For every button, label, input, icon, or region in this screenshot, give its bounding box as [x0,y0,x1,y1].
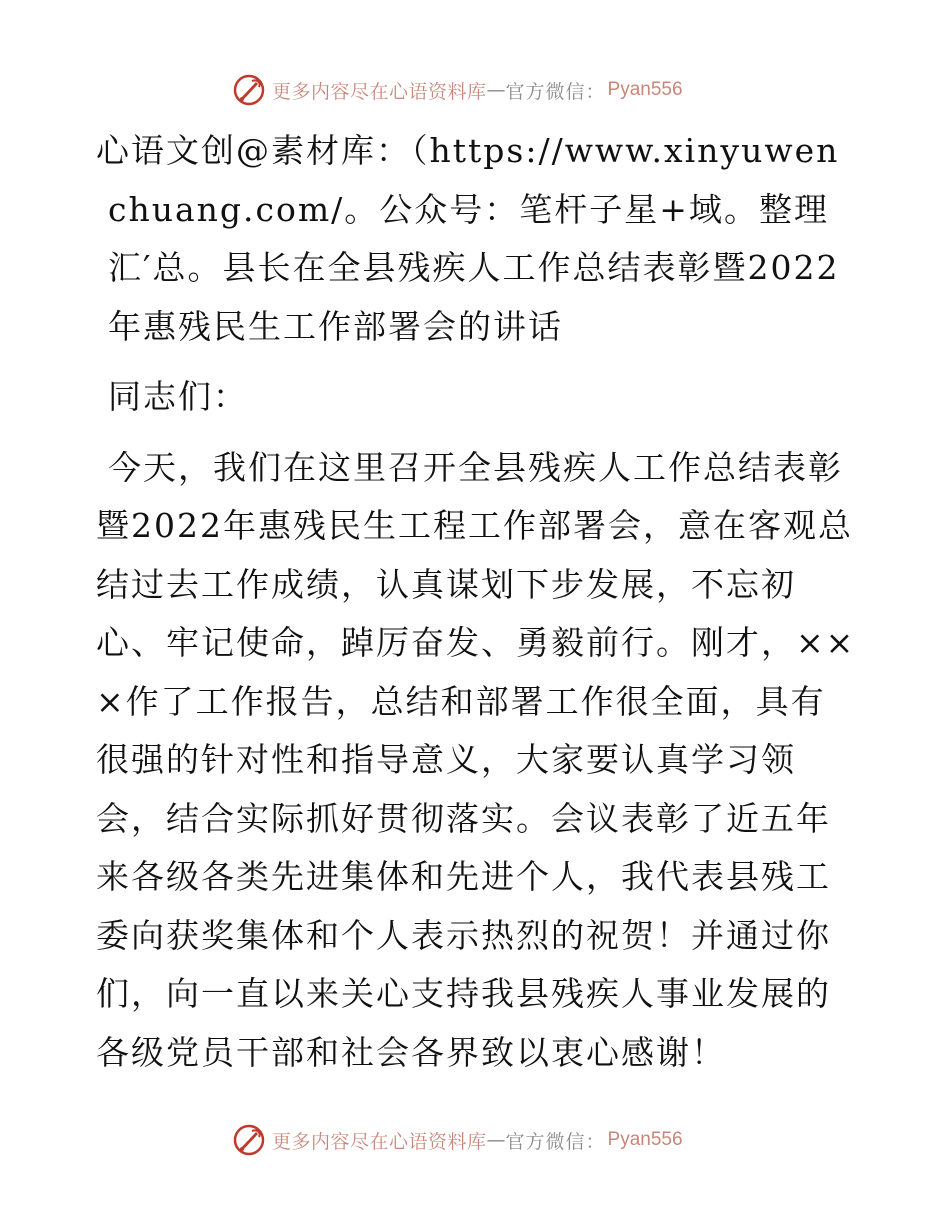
quill-seal-icon [232,1123,266,1157]
watermark-official-label: 官方微信： [505,80,606,103]
watermark-main-text: 更多内容尽在心语资料库 [272,80,487,103]
watermark-dash: — [486,79,506,101]
header-watermark [232,70,683,110]
watermark-main-text: 更多内容尽在心语资料库 [272,1130,487,1153]
watermark-official-label: 官方微信： [505,1130,606,1153]
document-title: 心语文创@素材库：（https://www.xinyuwenchuang.com/。公众号：笔杆子星+域。整理汇′总。县长在全县残疾人工作总结表彰暨2022年惠残民生工作部署会的讲话 [96,131,840,346]
watermark-wechat-id: Pyan556 [607,79,683,100]
watermark-wechat-id: Pyan556 [607,1129,683,1150]
footer-watermark [232,1120,683,1160]
watermark-dash: — [486,1129,506,1151]
quill-seal-icon [232,73,266,107]
salutation: 同志们： [108,377,248,416]
document-body [96,122,856,1082]
body-paragraph: 今天，我们在这里召开全县残疾人工作总结表彰暨2022年惠残民生工程工作部署会，意在客观总结过去工作成绩，认真谋划下步发展，不忘初心、牢记使命，踔厉奋发、勇毅前行。刚才，×××作了工作报告，总结和部署工作很全面，具有很强的针对性和指导意义，大家要认真学习领会，结合实际抓好贯彻落实。会议表彰了近五年来各级各类先进集体和先进个人，我代表县残工委向获奖集体和个人表示热烈的祝贺！并通过你们，向一直以来关心支持我县残疾人事业发展的各级党员干部和社会各界致以衷心感谢！ [96,447,856,1072]
